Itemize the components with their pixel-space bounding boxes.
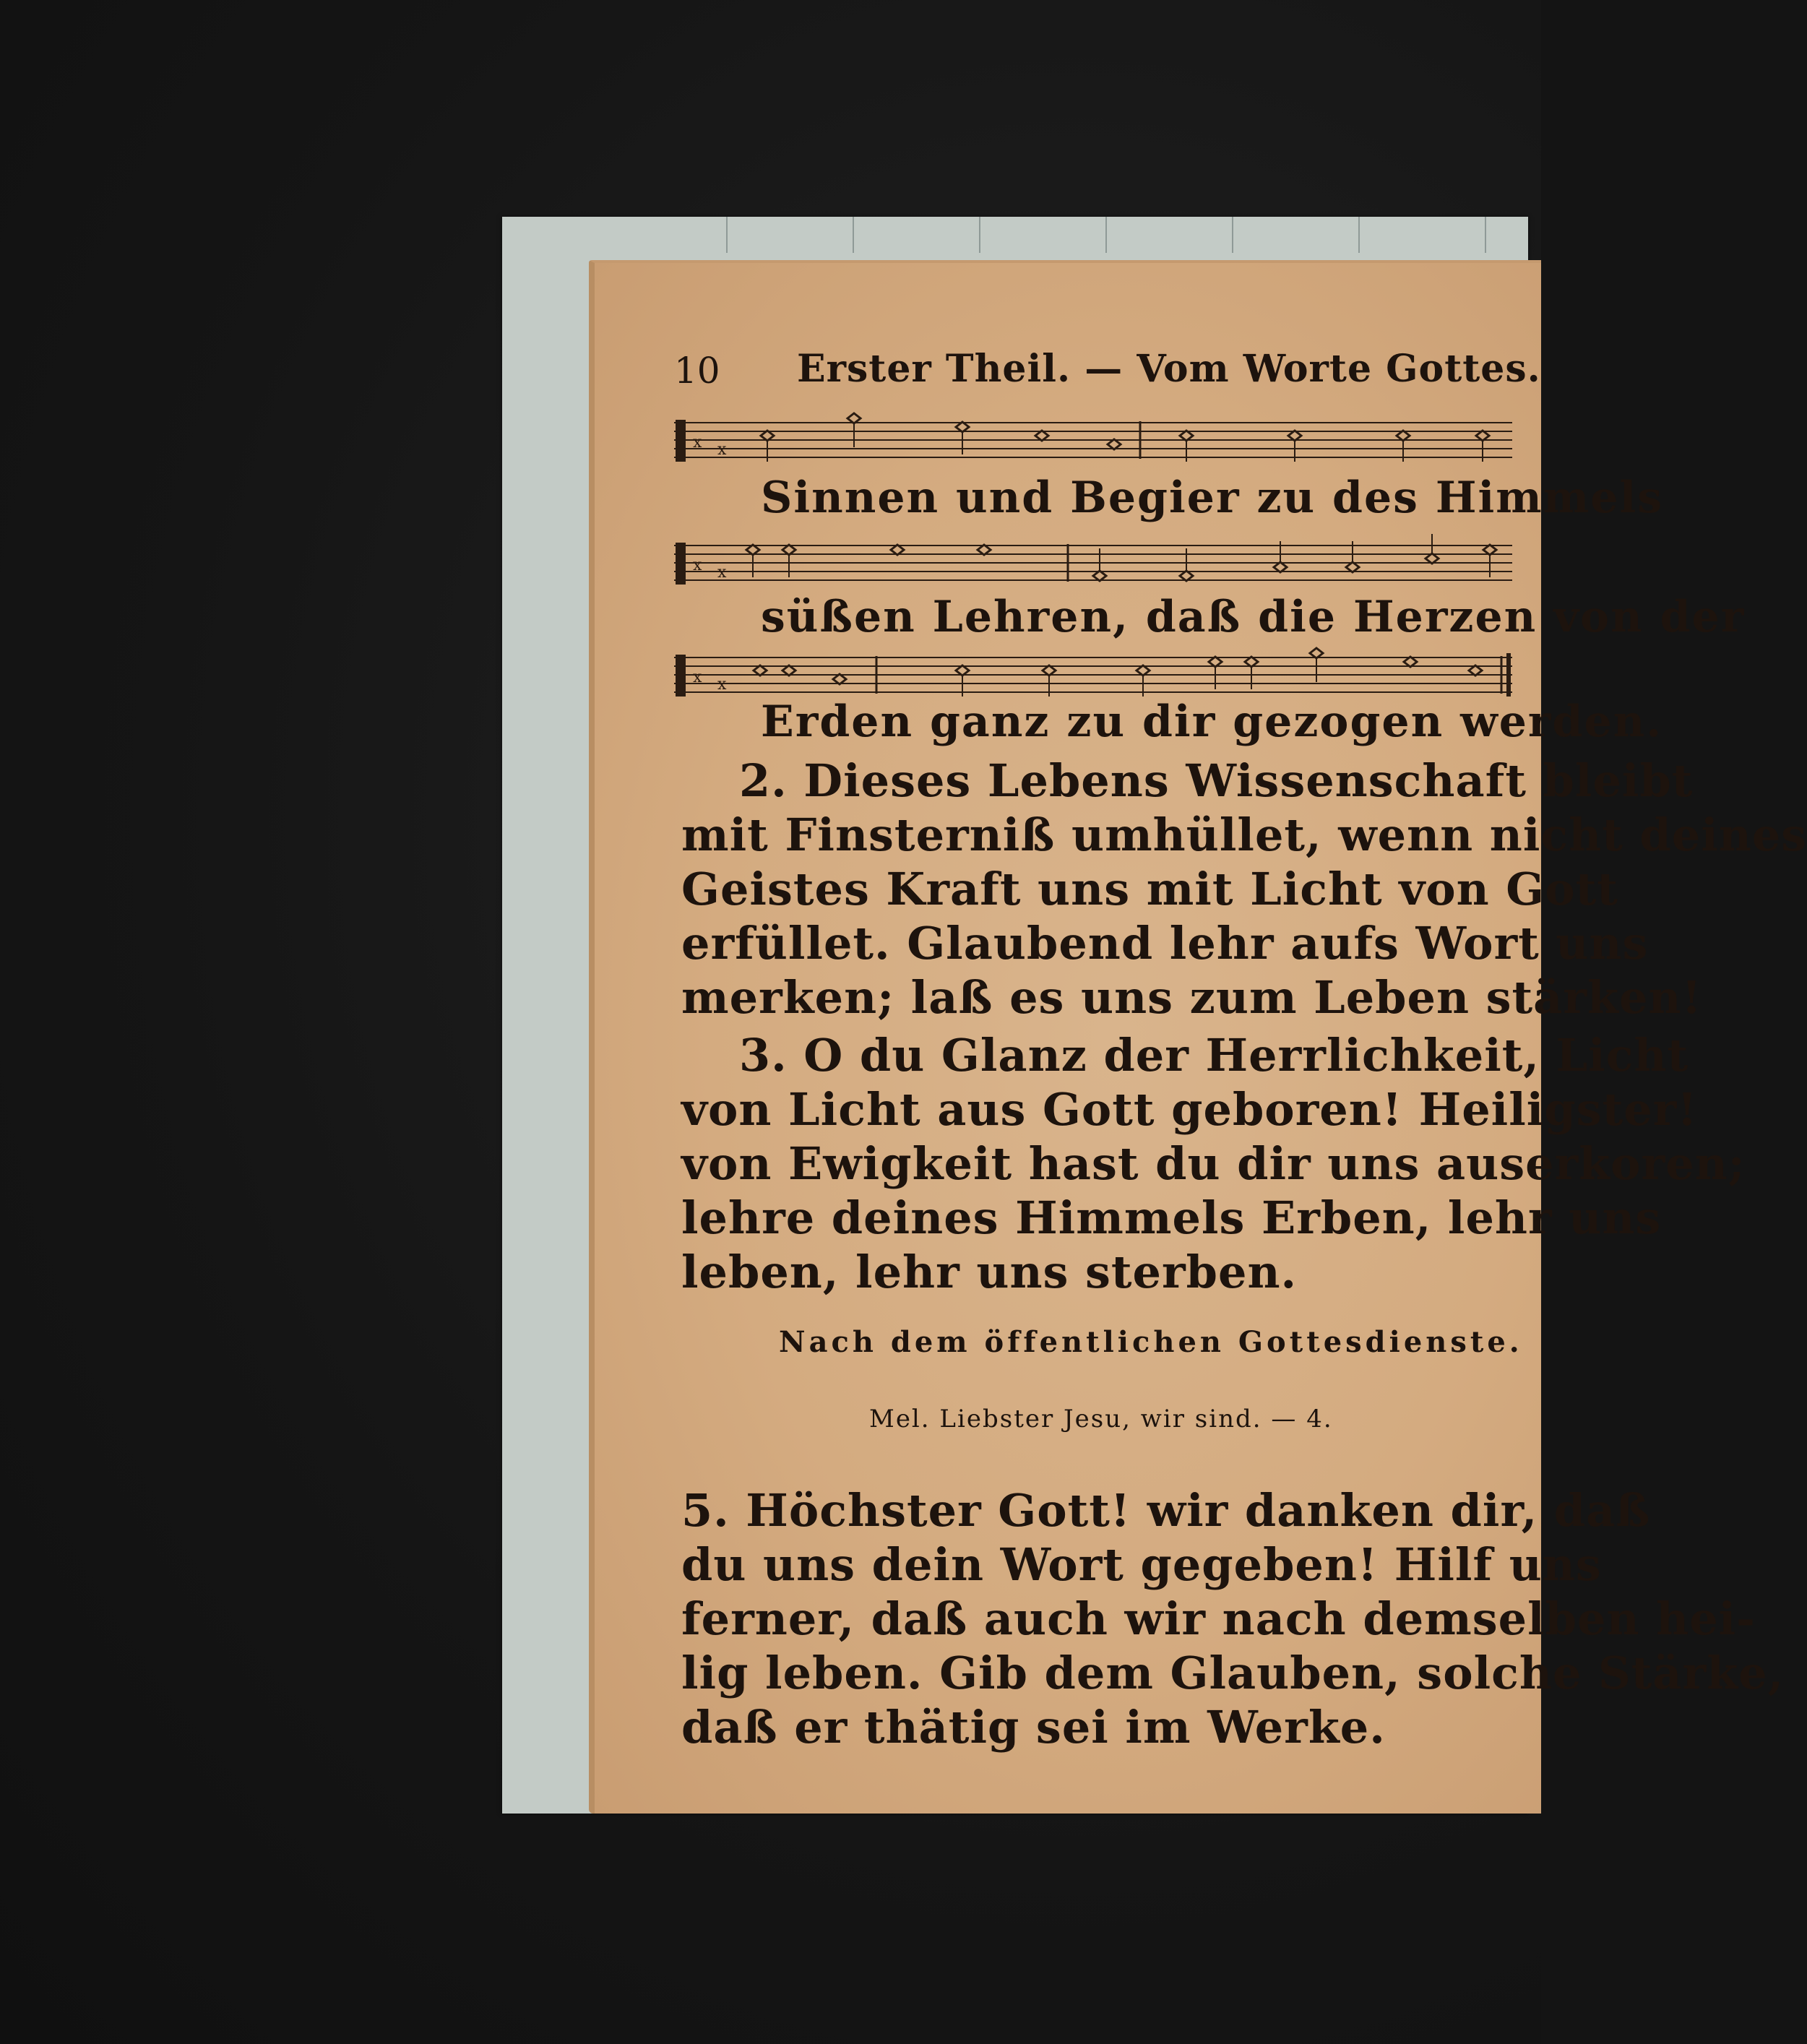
hymn-5-line-4: lig leben. Gib dem Glauben, solche Stärke, (681, 1647, 1785, 1699)
svg-text:x: x (693, 434, 702, 452)
verse-3-line-4: lehre deines Himmels Erben, lehr uns (681, 1191, 1662, 1244)
svg-text:x: x (717, 564, 727, 582)
svg-text:x: x (693, 668, 702, 686)
svg-text:x: x (717, 441, 727, 459)
lyric-line-3: Erden ganz zu dir gezogen werden. (761, 697, 1663, 747)
running-header: Erster Theil. — Vom Worte Gottes. (797, 347, 1541, 391)
verse-3-line-1: 3. O du Glanz der Herrlichkeit, Licht (739, 1029, 1689, 1082)
music-staff-1 (674, 411, 1512, 469)
music-staff-3 (674, 646, 1512, 704)
section-heading: Nach dem öffentlichen Gottesdienste. (779, 1325, 1523, 1359)
melody-reference: Mel. Liebster Jesu, wir sind. — 4. (869, 1405, 1333, 1433)
lyric-line-1: Sinnen und Begier zu des Himmels (761, 473, 1664, 523)
verse-2-line-5: merken; laß es uns zum Leben stärken! (681, 971, 1702, 1024)
verse-2-line-2: mit Finsterniß umhüllet, wenn nicht deines (681, 808, 1807, 861)
svg-text:x: x (693, 556, 702, 574)
page-number: 10 (674, 350, 720, 392)
verse-2-line-3: Geistes Kraft uns mit Licht von Gott (681, 863, 1618, 915)
music-staff-2 (674, 534, 1512, 592)
verse-2-line-4: erfüllet. Glaubend lehr aufs Wort uns (681, 917, 1649, 970)
verse-3-line-2: von Licht aus Gott geboren! Heiligster! (681, 1083, 1698, 1136)
verse-2-line-1: 2. Dieses Lebens Wissenschaft bleibt (739, 754, 1694, 807)
hymn-5-line-2: du uns dein Wort gegeben! Hilf uns (681, 1538, 1602, 1591)
svg-text:x: x (717, 676, 727, 694)
lyric-line-2: süßen Lehren, daß die Herzen von der (761, 592, 1746, 642)
hymn-5-line-1: 5. Höchster Gott! wir danken dir, daß (681, 1484, 1651, 1537)
verse-3-line-3: von Ewigkeit hast du dir uns auserkoren; (681, 1137, 1746, 1190)
verse-3-line-5: leben, lehr uns sterben. (681, 1246, 1298, 1298)
book-page (589, 260, 1807, 1814)
hymn-5-line-3: ferner, daß auch wir nach demselben hei- (681, 1592, 1756, 1645)
hymn-5-line-5: daß er thätig sei im Werke. (681, 1701, 1386, 1754)
